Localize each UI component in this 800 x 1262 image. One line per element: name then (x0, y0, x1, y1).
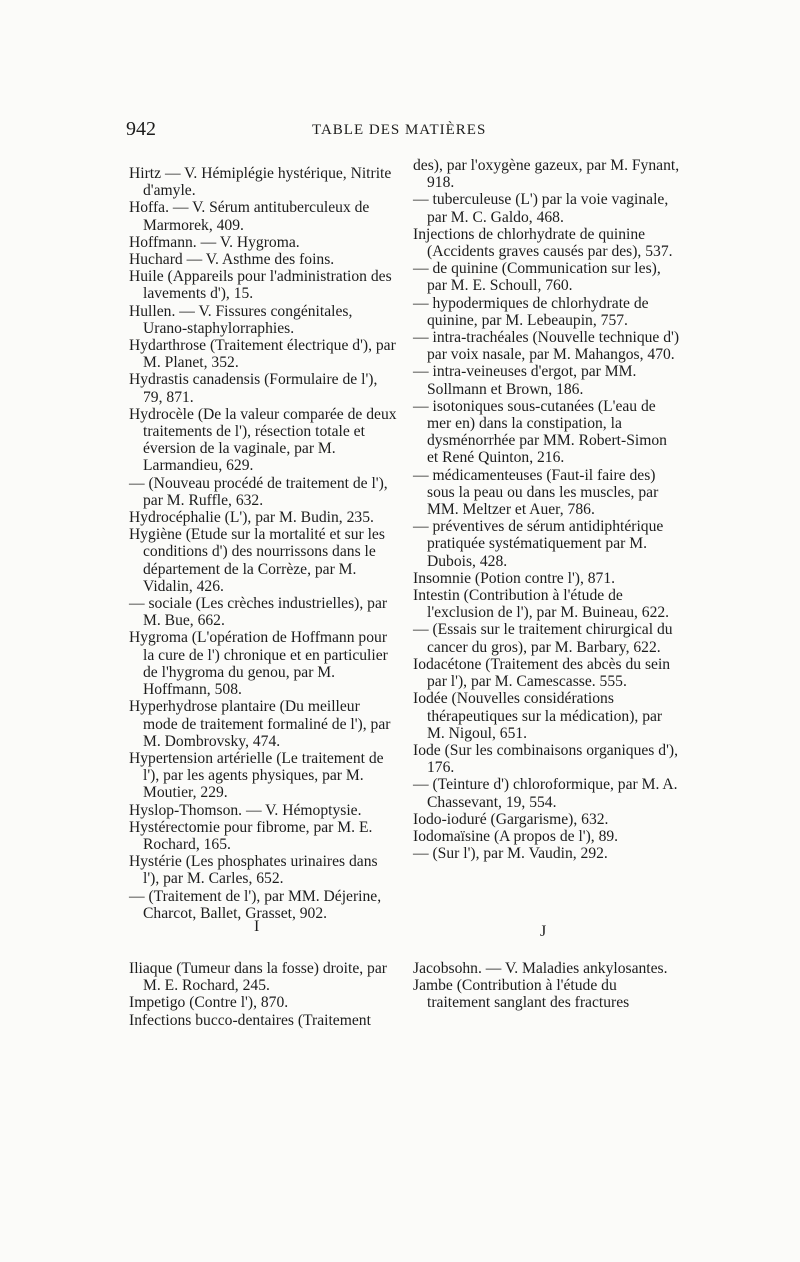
index-entry: — intra-trachéales (Nouvelle technique d') par voix nasale, par M. Mahangos, 470. (413, 329, 680, 364)
index-entry: — isotoniques sous-cutanées (L'eau de mer en) dans la constipation, la dysménorrhée par MM. Robert-Simon et René Quinton, 216. (413, 397, 667, 467)
section-i-entries (129, 960, 397, 1029)
index-entry: — de quinine (Communication sur les), par M. E. Schoull, 760. (413, 260, 661, 295)
index-entry: — (Sur l'), par M. Vaudin, 292. (413, 845, 608, 863)
index-entry: des), par l'oxygène gazeux, par M. Fynant, 918. (413, 157, 680, 192)
index-entry: — (Teinture d') chloroformique, par M. A. Chassevant, 19, 554. (413, 776, 678, 811)
index-entry: Hyperhydrose plantaire (Du meilleur mode de traitement formaliné de l'), par M. Dombrovsky, 474. (129, 698, 391, 750)
index-entry: Intestin (Contribution à l'étude de l'exclusion de l'), par M. Buineau, 622. (413, 587, 670, 622)
index-entry: Iodomaïsine (A propos de l'), 89. (413, 827, 619, 845)
index-entry: Infections bucco-dentaires (Traitement (129, 1011, 371, 1029)
index-entry: Jacobsohn. — V. Maladies ankylosantes. (413, 960, 668, 977)
index-entry: — hypodermiques de chlorhydrate de quinine, par M. Lebeaupin, 757. (413, 294, 649, 329)
left-column (129, 165, 397, 922)
index-entry: Hypertension artérielle (Le traitement de l'), par les agents physiques, par M. Moutier, 229. (129, 749, 384, 802)
page-number: 942 (126, 118, 156, 140)
index-entry: Hullen. — V. Fissures congénitales, Urano-staphylorraphies. (129, 302, 353, 337)
index-entry: Hydrocèle (De la valeur comparée de deux traitements de l'), résection totale et éversion de la vaginale, par M. Larmandieu, 629. (129, 405, 397, 475)
index-entry: Huile (Appareils pour l'administration des lavements d'), 15. (129, 268, 392, 303)
index-entry: Hirtz — V. Hémiplégie hystérique, Nitrite d'amyle. (129, 165, 392, 200)
index-entry: Hydarthrose (Traitement électrique d'), par M. Planet, 352. (129, 337, 396, 372)
index-entry: — sociale (Les crèches industrielles), par M. Bue, 662. (129, 595, 388, 630)
right-column (413, 157, 681, 862)
index-entry: — (Essais sur le traitement chirurgical du cancer du gros), par M. Barbary, 622. (413, 621, 673, 656)
index-entry: Iode (Sur les combinaisons organiques d'), 176. (413, 741, 678, 777)
section-letter-j: J (540, 923, 547, 940)
index-entry: Iliaque (Tumeur dans la fosse) droite, par M. E. Rochard, 245. (129, 960, 387, 995)
index-entry: Iodacétone (Traitement des abcès du sein par l'), par M. Camescasse. 555. (413, 655, 671, 691)
section-letter-i: I (254, 918, 260, 935)
index-entry: — préventives de sérum antidiphtérique pratiquée systématiquement par M. Dubois, 428. (413, 518, 664, 570)
index-entry: Iodée (Nouvelles considérations thérapeutiques sur la médication), par M. Nigoul, 651. (413, 690, 663, 742)
index-entry: Hyslop-Thomson. — V. Hémoptysie. (129, 801, 362, 819)
index-entry: Insomnie (Potion contre l'), 871. (413, 569, 616, 587)
index-entry: Hoffa. — V. Sérum antituberculeux de Marmorek, 409. (129, 199, 370, 234)
index-entry: Hoffmann. — V. Hygroma. (129, 233, 300, 251)
index-entry: Hygiène (Etude sur la mortalité et sur les conditions d') des nourrissons dans le département de la Corrèze, par M. Vidalin, 426. (129, 526, 385, 595)
index-entry: Iodo-ioduré (Gargarisme), 632. (413, 810, 609, 828)
index-entry: Jambe (Contribution à l'étude du traitement sanglant des fractures (413, 977, 630, 1012)
section-j-entries (413, 960, 681, 1012)
index-entry: Hydrocéphalie (L'), par M. Budin, 235. (129, 509, 374, 527)
index-entry: Hystérectomie pour fibrome, par M. E. Rochard, 165. (129, 818, 373, 853)
index-entry: — intra-veineuses d'ergot, par MM. Sollmann et Brown, 186. (413, 363, 637, 398)
index-entry: — (Traitement de l'), par MM. Déjerine, Charcot, Ballet, Grasset, 902. (129, 887, 382, 922)
running-head: TABLE DES MATIÈRES (312, 122, 487, 138)
index-entry: Huchard — V. Asthme des foins. (129, 251, 335, 269)
index-entry: Hystérie (Les phosphates urinaires dans l'), par M. Carles, 652. (129, 853, 378, 888)
index-entry: — tuberculeuse (L') par la voie vaginale, par M. C. Galdo, 468. (413, 191, 669, 226)
index-entry: — médicamenteuses (Faut-il faire des) sous la peau ou dans les muscles, par MM. Meltzer et Auer, 786. (413, 466, 659, 519)
index-entry: Hydrastis canadensis (Formulaire de l'), 79, 871. (129, 371, 378, 406)
index-entry: — (Nouveau procédé de traitement de l'), par M. Ruffle, 632. (129, 474, 388, 509)
index-entry: Injections de chlorhydrate de quinine (Accidents graves causés par des), 537. (413, 225, 673, 261)
index-entry: Impetigo (Contre l'), 870. (129, 994, 289, 1012)
index-entry: Hygroma (L'opération de Hoffmann pour la cure de l') chronique et en particulier de l'hygroma du genou, par M. Hoffmann, 508. (129, 629, 388, 699)
